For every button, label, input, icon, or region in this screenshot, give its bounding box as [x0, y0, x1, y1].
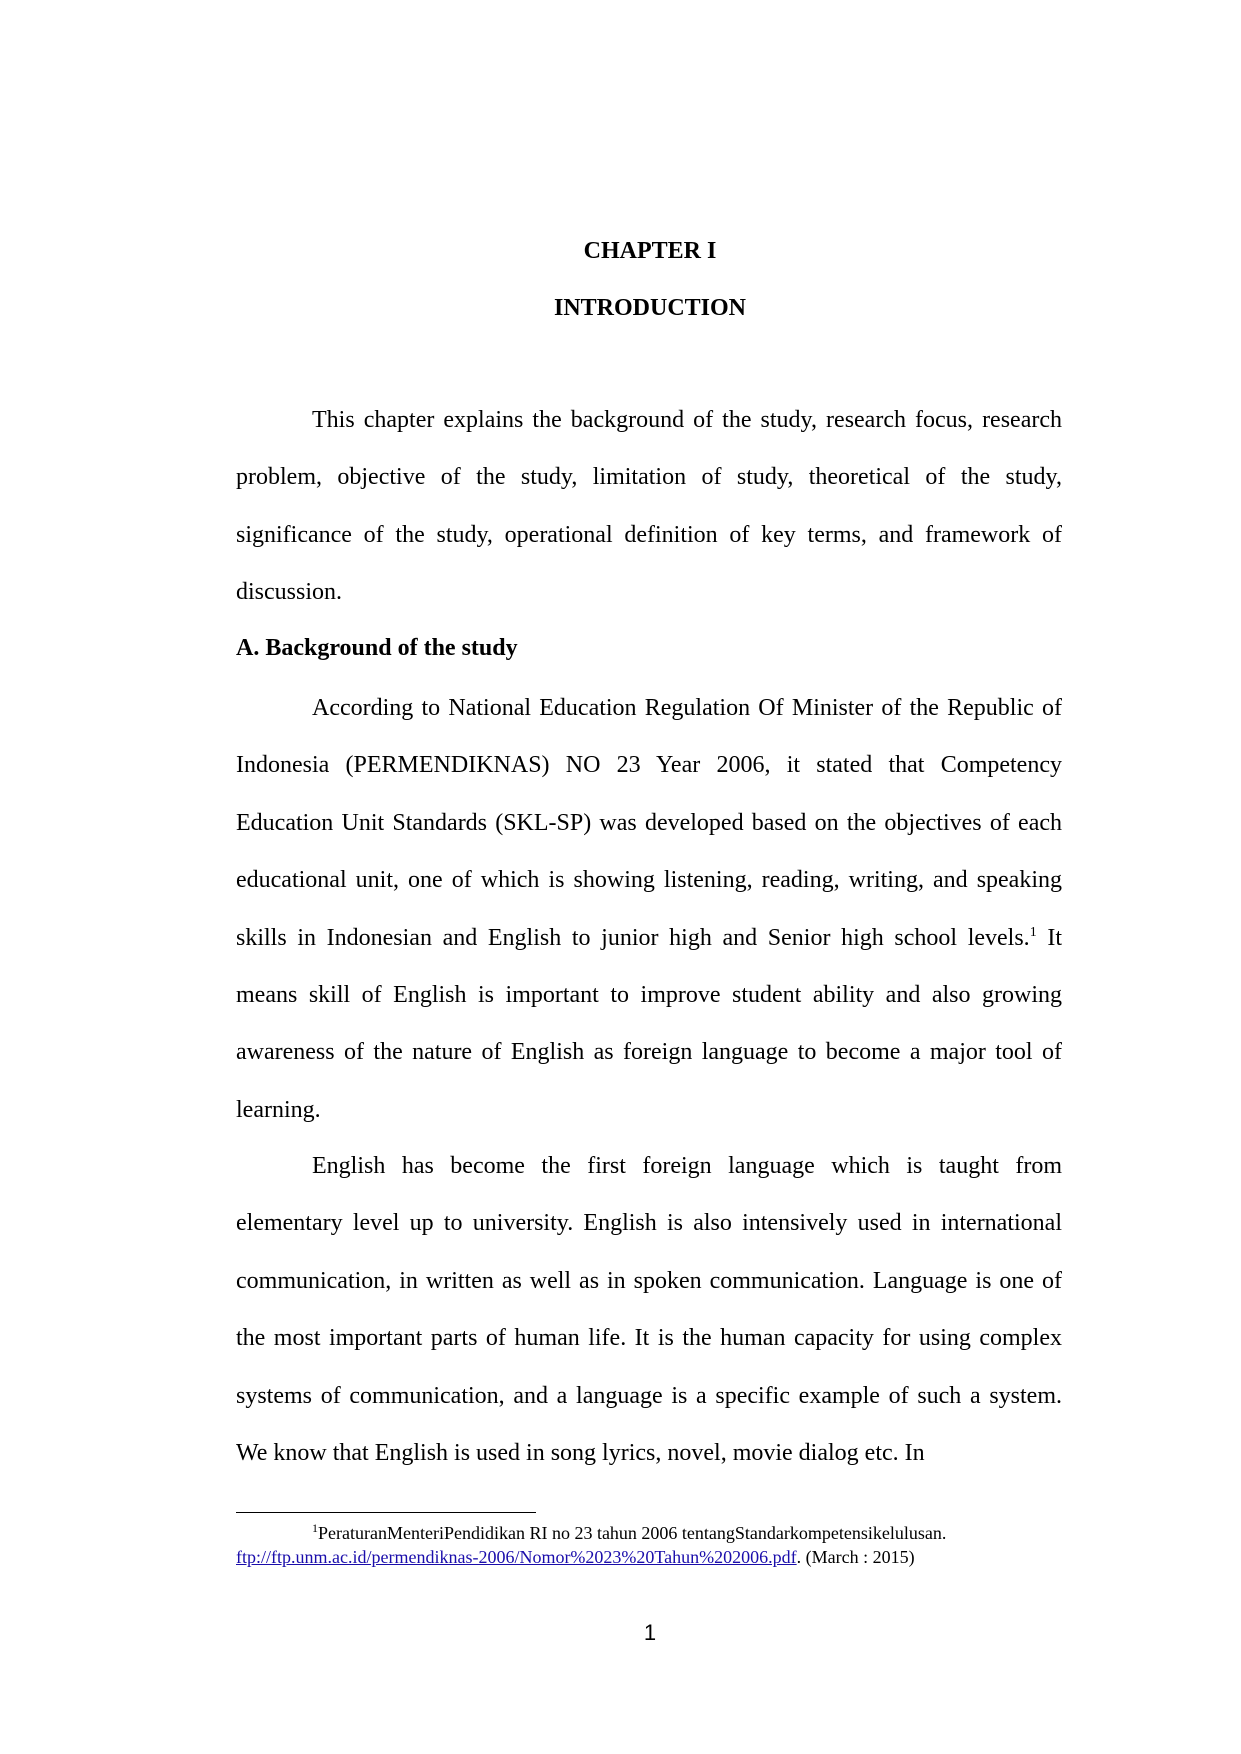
chapter-title: CHAPTER I — [583, 238, 717, 264]
footnote-line — [236, 1545, 1066, 1569]
intro-paragraph: This chapter explains the background of the study, research focus, research problem, objective of the study, limitation of study, theoretical of the study, significance of the study, operational definition of key terms, and framework of discussion. — [236, 407, 1062, 606]
paragraph-text: According to National Education Regulation Of Minister of the Republic of Indonesia (PERMENDIKNAS) NO 23 Year 2006, it stated that Competency Education Unit Standards (SKL-SP) was developed based on the objectives of each educational unit, one of which is showing listening, reading, writing, and speaking skills in Indonesian and English to junior high and Senior high school levels. — [236, 695, 1062, 951]
footnote-divider — [236, 1512, 536, 1513]
background-paragraph-1 — [236, 680, 1062, 1139]
footnote-suffix: . (March : 2015) — [796, 1547, 915, 1567]
chapter-subtitle: INTRODUCTION — [553, 295, 747, 321]
footnote-link[interactable]: ftp://ftp.unm.ac.id/permendiknas-2006/Nomor%2023%20Tahun%202006.pdf — [236, 1547, 797, 1567]
footnote-reference[interactable]: 1 — [1029, 924, 1037, 940]
footnote — [236, 1521, 1066, 1569]
footnote-mark: 1 — [312, 1521, 318, 1535]
footnote-line — [236, 1521, 1066, 1545]
footnote-text: PeraturanMenteriPendidikan RI no 23 tahun 2006 tentangStandarkompetensikelulusan. — [318, 1523, 947, 1543]
section-heading: A. Background of the study — [236, 635, 518, 661]
paragraph-text: It means skill of English is important to improve student ability and also growing awareness of the nature of English as foreign language to become a major tool of learning. — [236, 924, 1062, 1123]
page-number: 1 — [643, 1620, 657, 1645]
background-paragraph-2: English has become the first foreign language which is taught from elementary level up to university. English is also intensively used in international communication, in written as well as in spoken communication. Language is one of the most important parts of human life. It is the human capacity for using complex systems of communication, and a language is a specific example of such a system. We know that English is used in song lyrics, novel, movie dialog etc. In — [236, 1153, 1062, 1467]
